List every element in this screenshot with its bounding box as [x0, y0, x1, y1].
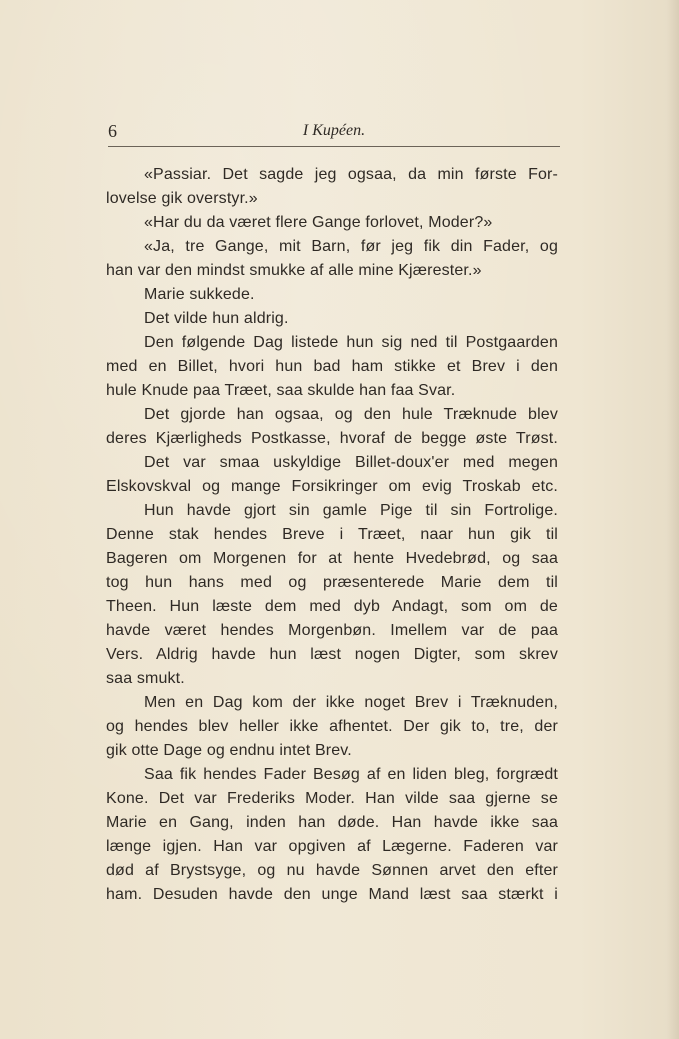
- text-line: ham. Desuden havde den unge Mand læst saa stærkt i: [106, 886, 558, 903]
- text-line: Marie en Gang, inden han døde. Han havde ikke saa: [106, 814, 558, 831]
- text-line: tog hun hans med og præsenterede Marie dem til: [106, 574, 558, 591]
- text-line: Elskovskval og mange Forsikringer om evig Troskab etc.: [106, 478, 558, 495]
- text-line: Marie sukkede.: [144, 286, 255, 303]
- header-rule: [108, 146, 560, 147]
- text-line: deres Kjærligheds Postkasse, hvoraf de begge øste Trøst.: [106, 430, 558, 447]
- page-edge-shadow: [667, 0, 679, 1039]
- text-line: længe igjen. Han var opgiven af Lægerne. Faderen var: [106, 838, 558, 855]
- running-header: [108, 120, 560, 148]
- text-line: Hun havde gjort sin gamle Pige til sin Fortrolige.: [144, 502, 558, 519]
- text-line: han var den mindst smukke af alle mine Kjærester.»: [106, 262, 482, 279]
- text-line: Kone. Det var Frederiks Moder. Han vilde saa gjerne se: [106, 790, 558, 807]
- text-line: Bageren om Morgenen for at hente Hvedebrød, og saa: [106, 550, 558, 567]
- text-line: Theen. Hun læste dem med dyb Andagt, som om de: [106, 598, 558, 615]
- text-line: «Har du da været flere Gange forlovet, Moder?»: [144, 214, 493, 231]
- text-line: saa smukt.: [106, 670, 185, 687]
- text-line: havde været hendes Morgenbøn. Imellem var de paa: [106, 622, 558, 639]
- page-number: 6: [108, 121, 117, 141]
- text-line: «Passiar. Det sagde jeg ogsaa, da min første For-: [144, 166, 558, 183]
- text-line: Vers. Aldrig havde hun læst nogen Digter, som skrev: [106, 646, 558, 663]
- body-text: [106, 163, 558, 907]
- text-line: Det var smaa uskyldige Billet-doux'er med megen: [144, 454, 558, 471]
- text-line: død af Brystsyge, og nu havde Sønnen arvet den efter: [106, 862, 558, 879]
- text-line: og hendes blev heller ikke afhentet. Der gik to, tre, der: [106, 718, 558, 735]
- text-line: Den følgende Dag listede hun sig ned til Postgaarden: [144, 334, 558, 351]
- text-line: med en Billet, hvori hun bad ham stikke et Brev i den: [106, 358, 558, 375]
- text-line: lovelse gik overstyr.»: [106, 190, 258, 207]
- text-line: Men en Dag kom der ikke noget Brev i Træknuden,: [144, 694, 558, 711]
- text-line: Det vilde hun aldrig.: [144, 310, 289, 327]
- text-line: «Ja, tre Gange, mit Barn, før jeg fik din Fader, og: [144, 238, 558, 255]
- text-line: Det gjorde han ogsaa, og den hule Træknude blev: [144, 406, 558, 423]
- text-line: Denne stak hendes Breve i Træet, naar hun gik til: [106, 526, 558, 543]
- running-title: I Kupéen.: [302, 122, 366, 139]
- text-line: hule Knude paa Træet, saa skulde han faa Svar.: [106, 382, 456, 399]
- text-line: Saa fik hendes Fader Besøg af en liden bleg, forgrædt: [144, 766, 558, 783]
- text-line: gik otte Dage og endnu intet Brev.: [106, 742, 352, 759]
